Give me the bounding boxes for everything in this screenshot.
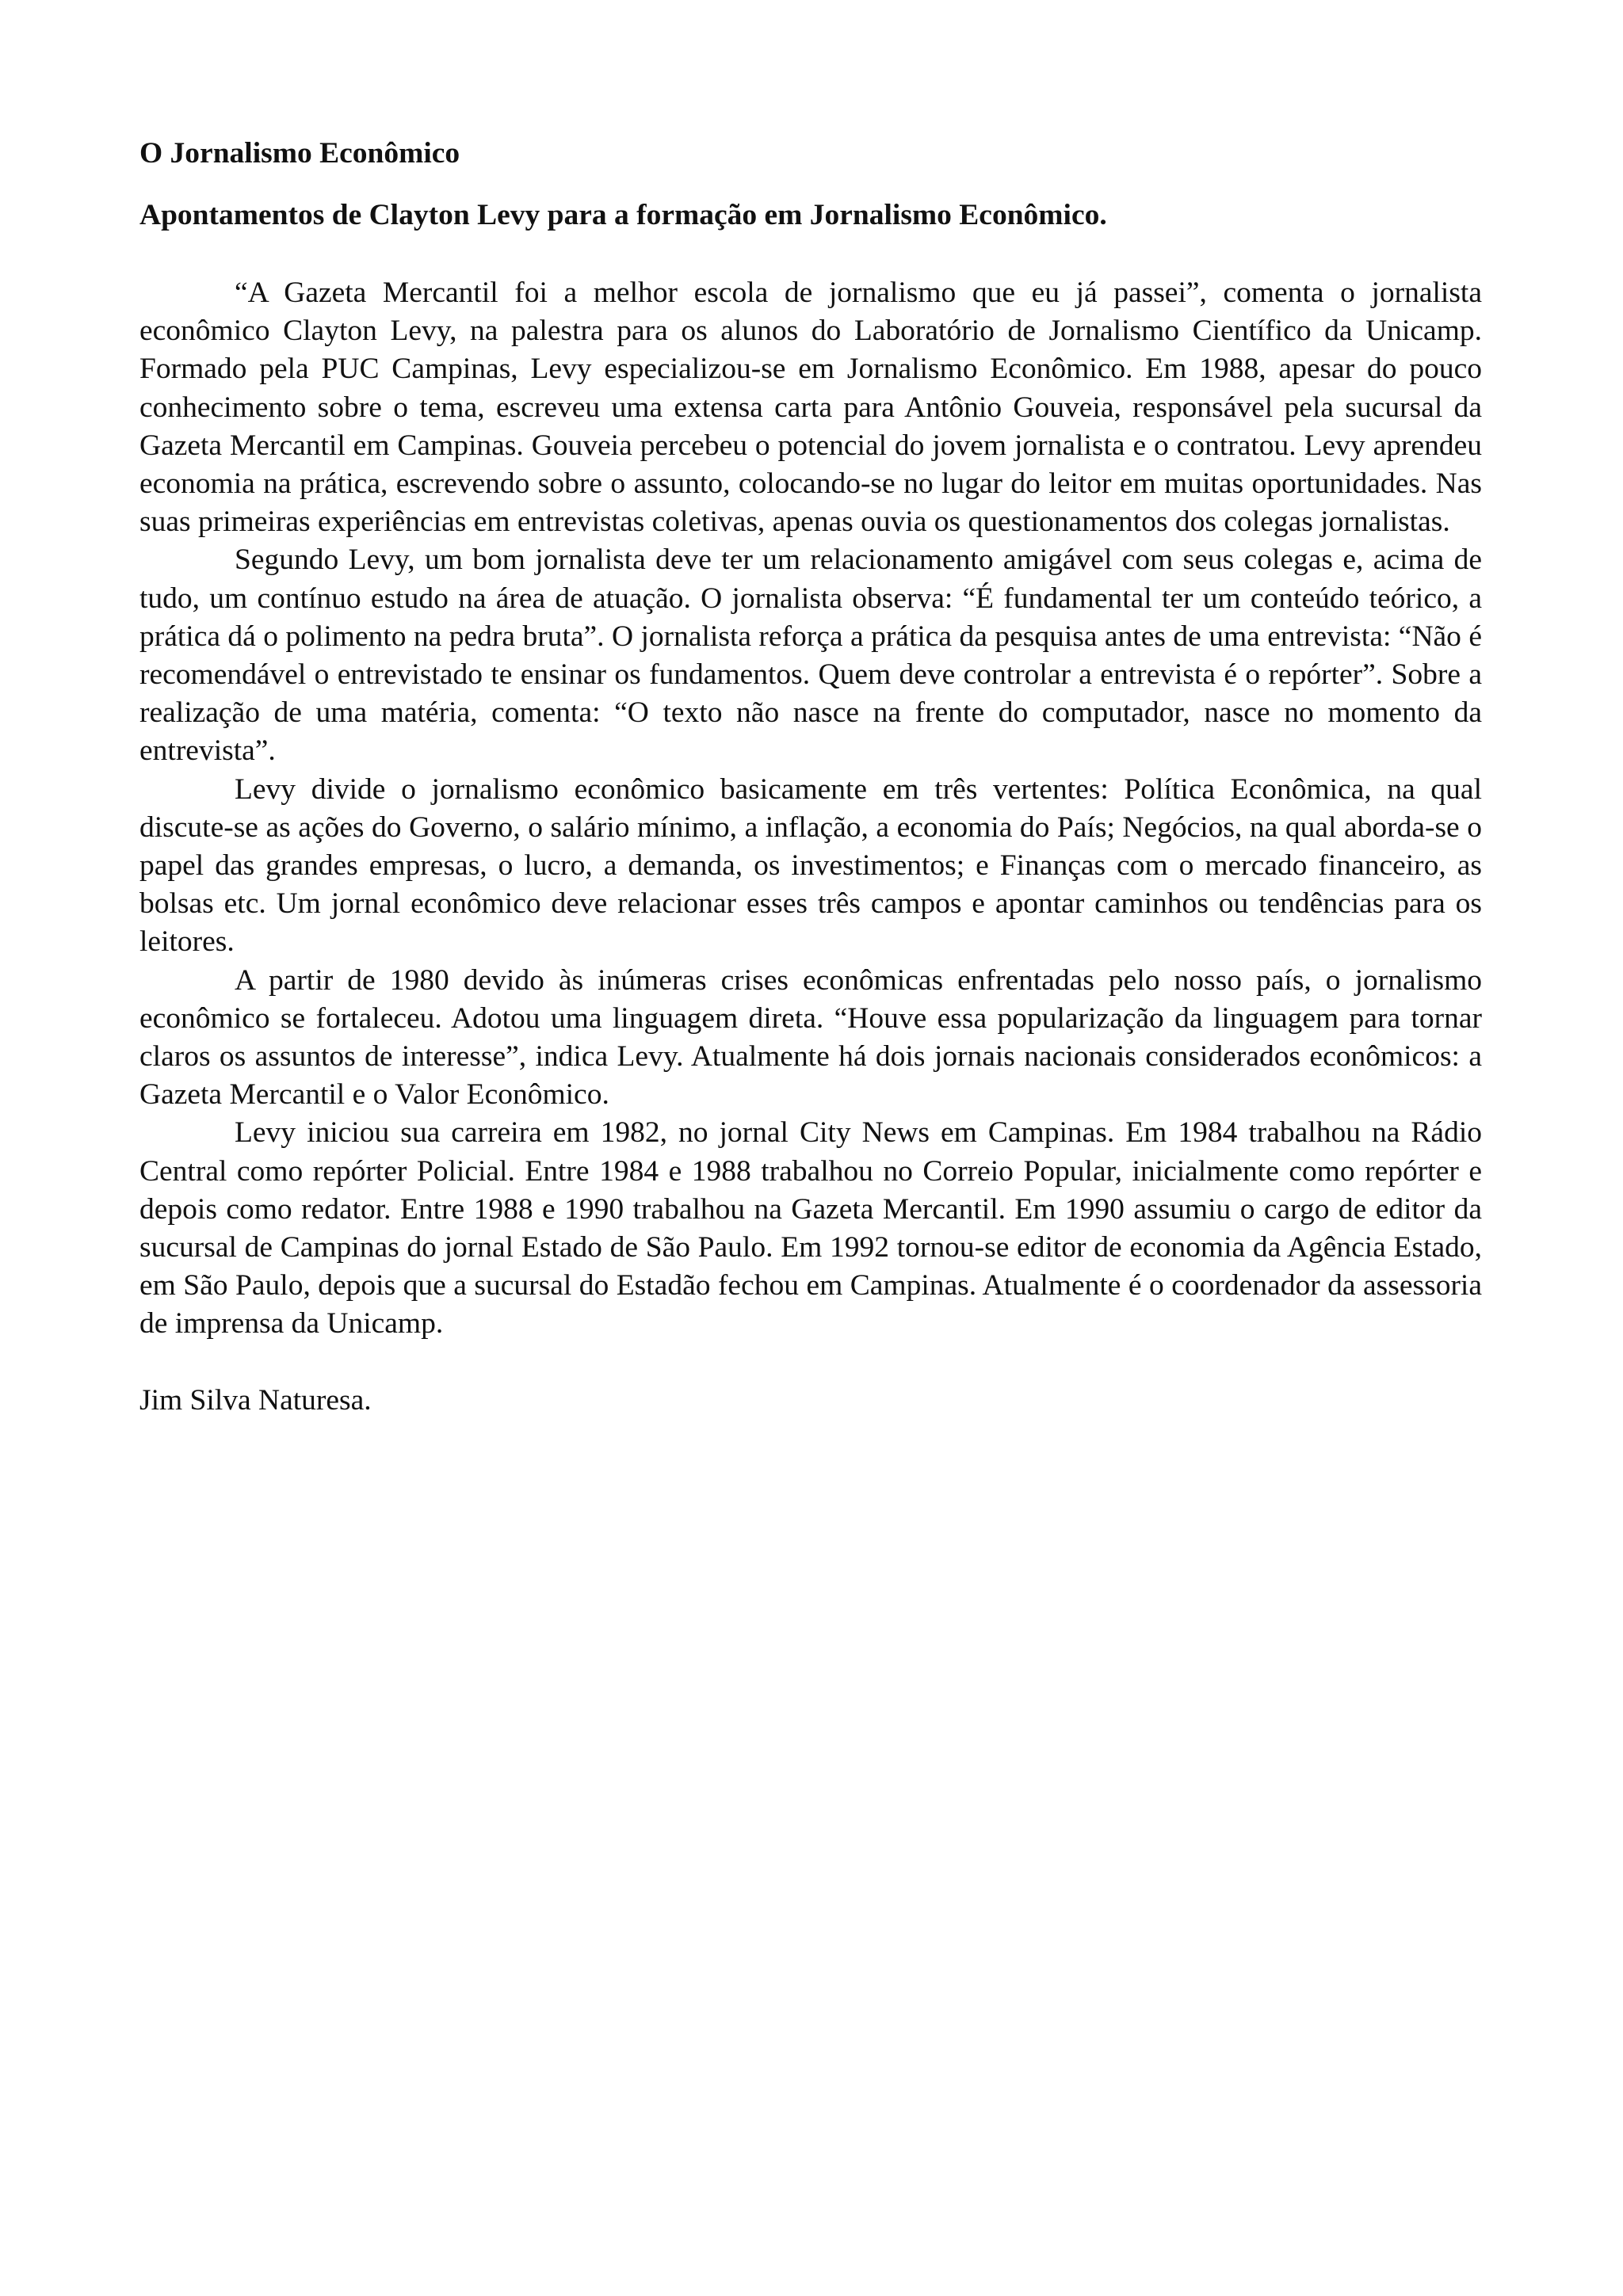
- author-signature: Jim Silva Naturesa.: [139, 1383, 372, 1417]
- paragraph-4: A partir de 1980 devido às inúmeras crises econômicas enfrentadas pelo nosso país, o jornalismo econômico se fortaleceu. Adotou uma linguagem direta. “Houve essa popularização da linguagem para tornar claros os assuntos de interesse”, indica Levy. Atualmente há dois jornais nacionais considerados econômicos: a Gazeta Mercantil e o Valor Econômico.: [139, 963, 1482, 1112]
- document-title: O Jornalismo Econômico: [139, 137, 460, 170]
- document-content: [139, 135, 1482, 1420]
- paragraph-5: Levy iniciou sua carreira em 1982, no jornal City News em Campinas. Em 1984 trabalhou na Rádio Central como repórter Policial. Entre 1984 e 1988 trabalhou no Correio Popular, inicialmente como repórter e depois como redator. Entre 1988 e 1990 trabalhou na Gazeta Mercantil. Em 1990 assumiu o cargo de editor da sucursal de Campinas do jornal Estado de São Paulo. Em 1992 tornou-se editor de economia da Agência Estado, em São Paulo, depois que a sucursal do Estadão fechou em Campinas. Atualmente é o coordenador da assessoria de imprensa da Unicamp.: [139, 1116, 1482, 1341]
- document-body: [139, 274, 1482, 1344]
- document-subtitle: Apontamentos de Clayton Levy para a formação em Jornalismo Econômico.: [139, 199, 1107, 231]
- paragraph-2: Segundo Levy, um bom jornalista deve ter um relacionamento amigável com seus colegas e, acima de tudo, um contínuo estudo na área de atuação. O jornalista observa: “É fundamental ter um conteúdo teórico, a prática dá o polimento na pedra bruta”. O jornalista reforça a prática da pesquisa antes de uma entrevista: “Não é recomendável o entrevistado te ensinar os fundamentos. Quem deve controlar a entrevista é o repórter”. Sobre a realização de uma matéria, comenta: “O texto não nasce na frente do computador, nasce no momento da entrevista”.: [139, 543, 1482, 768]
- paragraph-1: “A Gazeta Mercantil foi a melhor escola de jornalismo que eu já passei”, comenta o jornalista econômico Clayton Levy, na palestra para os alunos do Laboratório de Jornalismo Científico da Unicamp. Formado pela PUC Campinas, Levy especializou-se em Jornalismo Econômico. Em 1988, apesar do pouco conhecimento sobre o tema, escreveu uma extensa carta para Antônio Gouveia, responsável pela sucursal da Gazeta Mercantil em Campinas. Gouveia percebeu o potencial do jovem jornalista e o contratou. Levy aprendeu economia na prática, escrevendo sobre o assunto, colocando-se no lugar do leitor em muitas oportunidades. Nas suas primeiras experiências em entrevistas coletivas, apenas ouvia os questionamentos dos colegas jornalistas.: [139, 277, 1482, 539]
- paragraph-3: Levy divide o jornalismo econômico basicamente em três vertentes: Política Econômica, na qual discute-se as ações do Governo, o salário mínimo, a inflação, a economia do País; Negócios, na qual aborda-se o papel das grandes empresas, o lucro, a demanda, os investimentos; e Finanças com o mercado financeiro, as bolsas etc. Um jornal econômico deve relacionar esses três campos e apontar caminhos ou tendências para os leitores.: [139, 772, 1482, 959]
